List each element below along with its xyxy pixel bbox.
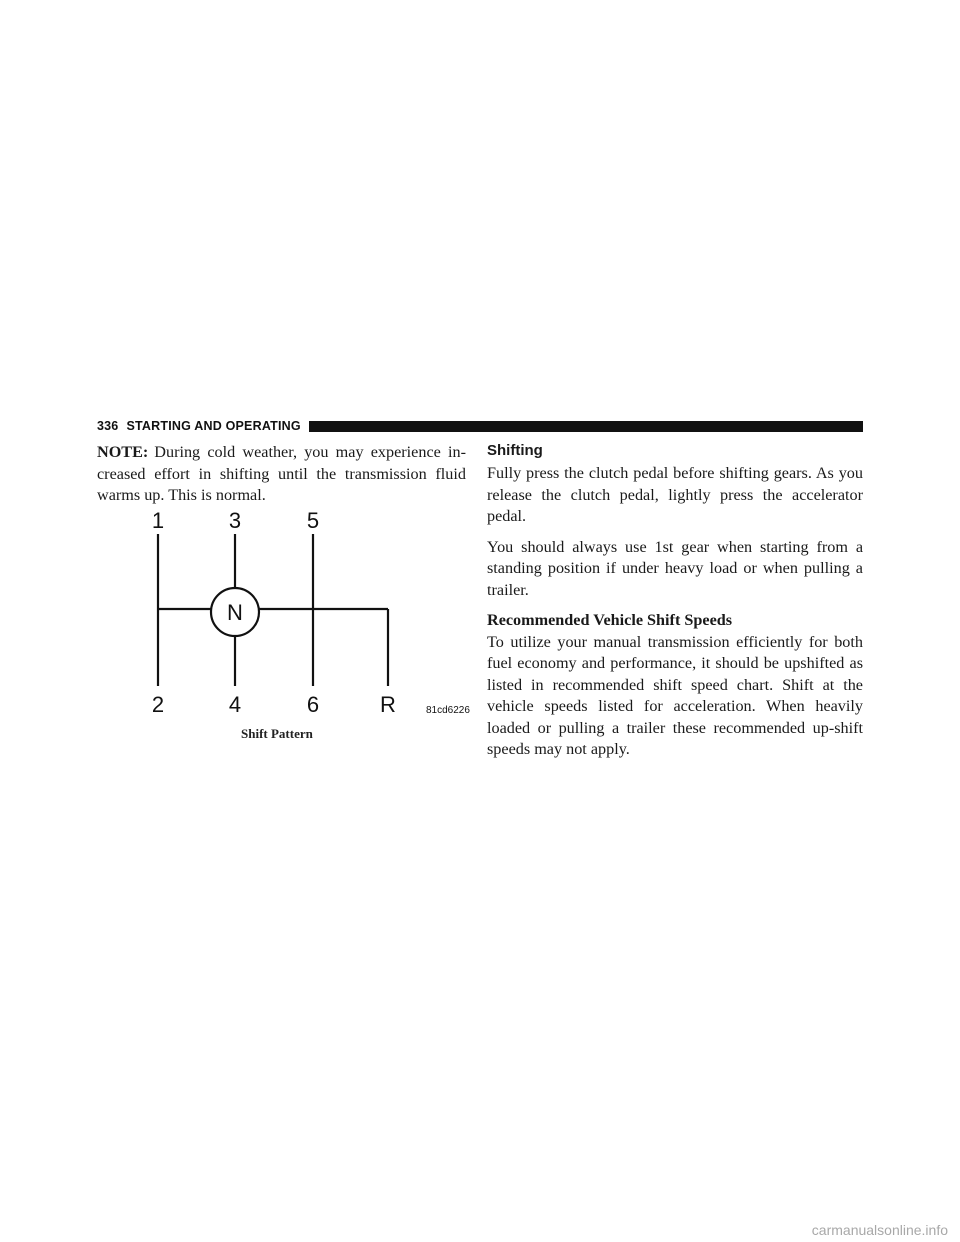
subheading-shift-speeds: Recommended Vehicle Shift Speeds [487, 611, 733, 629]
shift-pattern-figure [140, 508, 470, 738]
watermark: carmanualsonline.info [811, 1222, 948, 1238]
note-text: During cold weather, you may experience in-creased effort in shifting until the transmission fluid warms up. This is normal. [97, 443, 466, 504]
section-title: STARTING AND OPERATING [126, 419, 301, 433]
page-header [97, 419, 863, 433]
gear-label-2: 2 [151, 692, 165, 717]
gear-label-6: 6 [306, 692, 320, 717]
shift-pattern-diagram [140, 508, 470, 738]
page-number: 336 [97, 419, 119, 433]
shift-speeds-paragraph: To utilize your manual transmission efficiently for both fuel economy and performance, it should be upshifted as listed in recommended shift speed chart. Shift at the vehicle speeds listed for acceleration. When heavily loaded or pulling a trailer these recommended up-shift speeds may not apply. [487, 632, 863, 758]
gear-label-1: 1 [151, 508, 165, 533]
gear-label-3: 3 [228, 508, 242, 533]
gear-label-5: 5 [306, 508, 320, 533]
right-column [487, 442, 863, 761]
gear-label-4: 4 [228, 692, 242, 717]
shifting-paragraph-2: You should always use 1st gear when starting from a standing position if under heavy load or when pulling a trailer. [487, 537, 863, 599]
figure-id: 81cd6226 [426, 705, 470, 716]
note-label: NOTE: [97, 443, 149, 461]
section-heading-shifting: Shifting [487, 442, 543, 459]
note-paragraph [97, 442, 466, 507]
left-column [97, 442, 466, 507]
gear-label-reverse: R [380, 692, 396, 717]
shifting-paragraph-1: Fully press the clutch pedal before shifting gears. As you release the clutch pedal, lightly press the accelerator pedal. [487, 464, 863, 525]
header-rule [309, 421, 863, 432]
figure-caption: Shift Pattern [241, 726, 313, 741]
gear-label-neutral: N [227, 600, 243, 625]
